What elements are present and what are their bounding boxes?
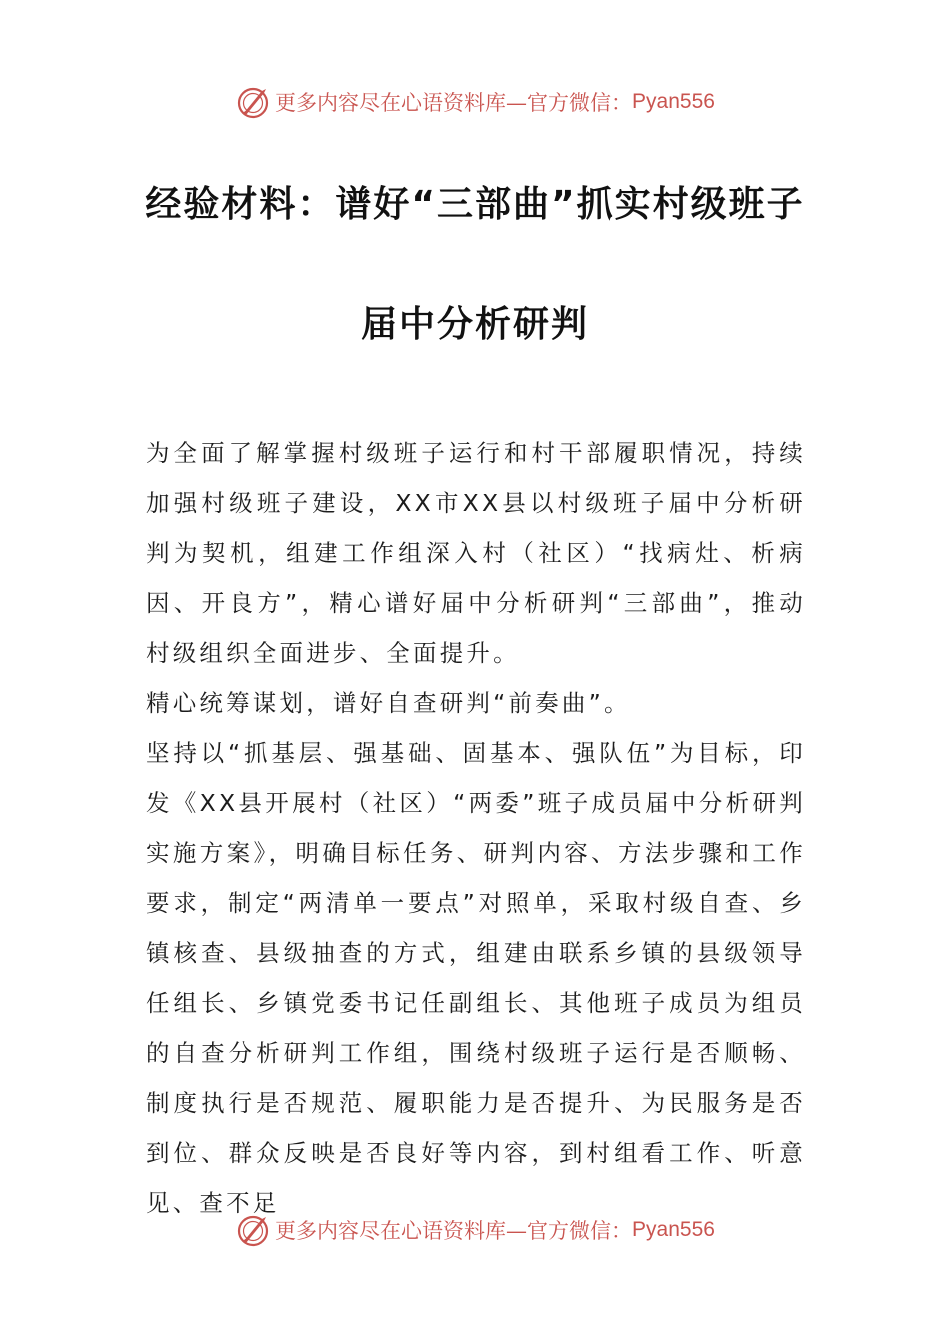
promo-text: 更多内容尽在心语资料库—官方微信： [275,91,633,115]
footer-promo-banner [0,1208,950,1252]
document-body [146,428,806,1228]
paragraph-intro: 为全面了解掌握村级班子运行和村干部履职情况，持续加强村级班子建设，XX市XX县以村级班子届中分析研判为契机，组建工作组深入村（社区）“找病灶、析病因、开良方”，精心谱好届中分析研判“三部曲”，推动村级组织全面进步、全面提升。 [146,439,806,667]
promo-text: 更多内容尽在心语资料库—官方微信： [275,1219,633,1243]
paragraph-details: 坚持以“抓基层、强基础、固基本、强队伍”为目标，印发《XX县开展村（社区）“两委”班子成员届中分析研判实施方案》，明确目标任务、研判内容、方法步骤和工作要求，制定“两清单一要点”对照单，采取村级自查、乡镇核查、县级抽查的方式，组建由联系乡镇的县级领导任组长、乡镇党委书记任副组长、其他班子成员为组员的自查分析研判工作组，围绕村级班子运行是否顺畅、制度执行是否规范、履职能力是否提升、为民服务是否到位、群众反映是否良好等内容，到村组看工作、听意见、查不足 [146,739,806,1217]
document-title-line-1: 经验材料：谱好“三部曲”抓实村级班子 [145,184,805,225]
pen-circle-logo-icon [235,1212,271,1248]
document-title-line-2: 届中分析研判 [360,304,589,345]
paragraph-section-heading: 精心统筹谋划，谱好自查研判“前奏曲”。 [146,689,631,717]
pen-circle-logo-icon [235,84,271,120]
wechat-handle: Pyan556 [632,1218,715,1241]
header-promo-banner [0,80,950,124]
wechat-handle: Pyan556 [632,90,715,113]
